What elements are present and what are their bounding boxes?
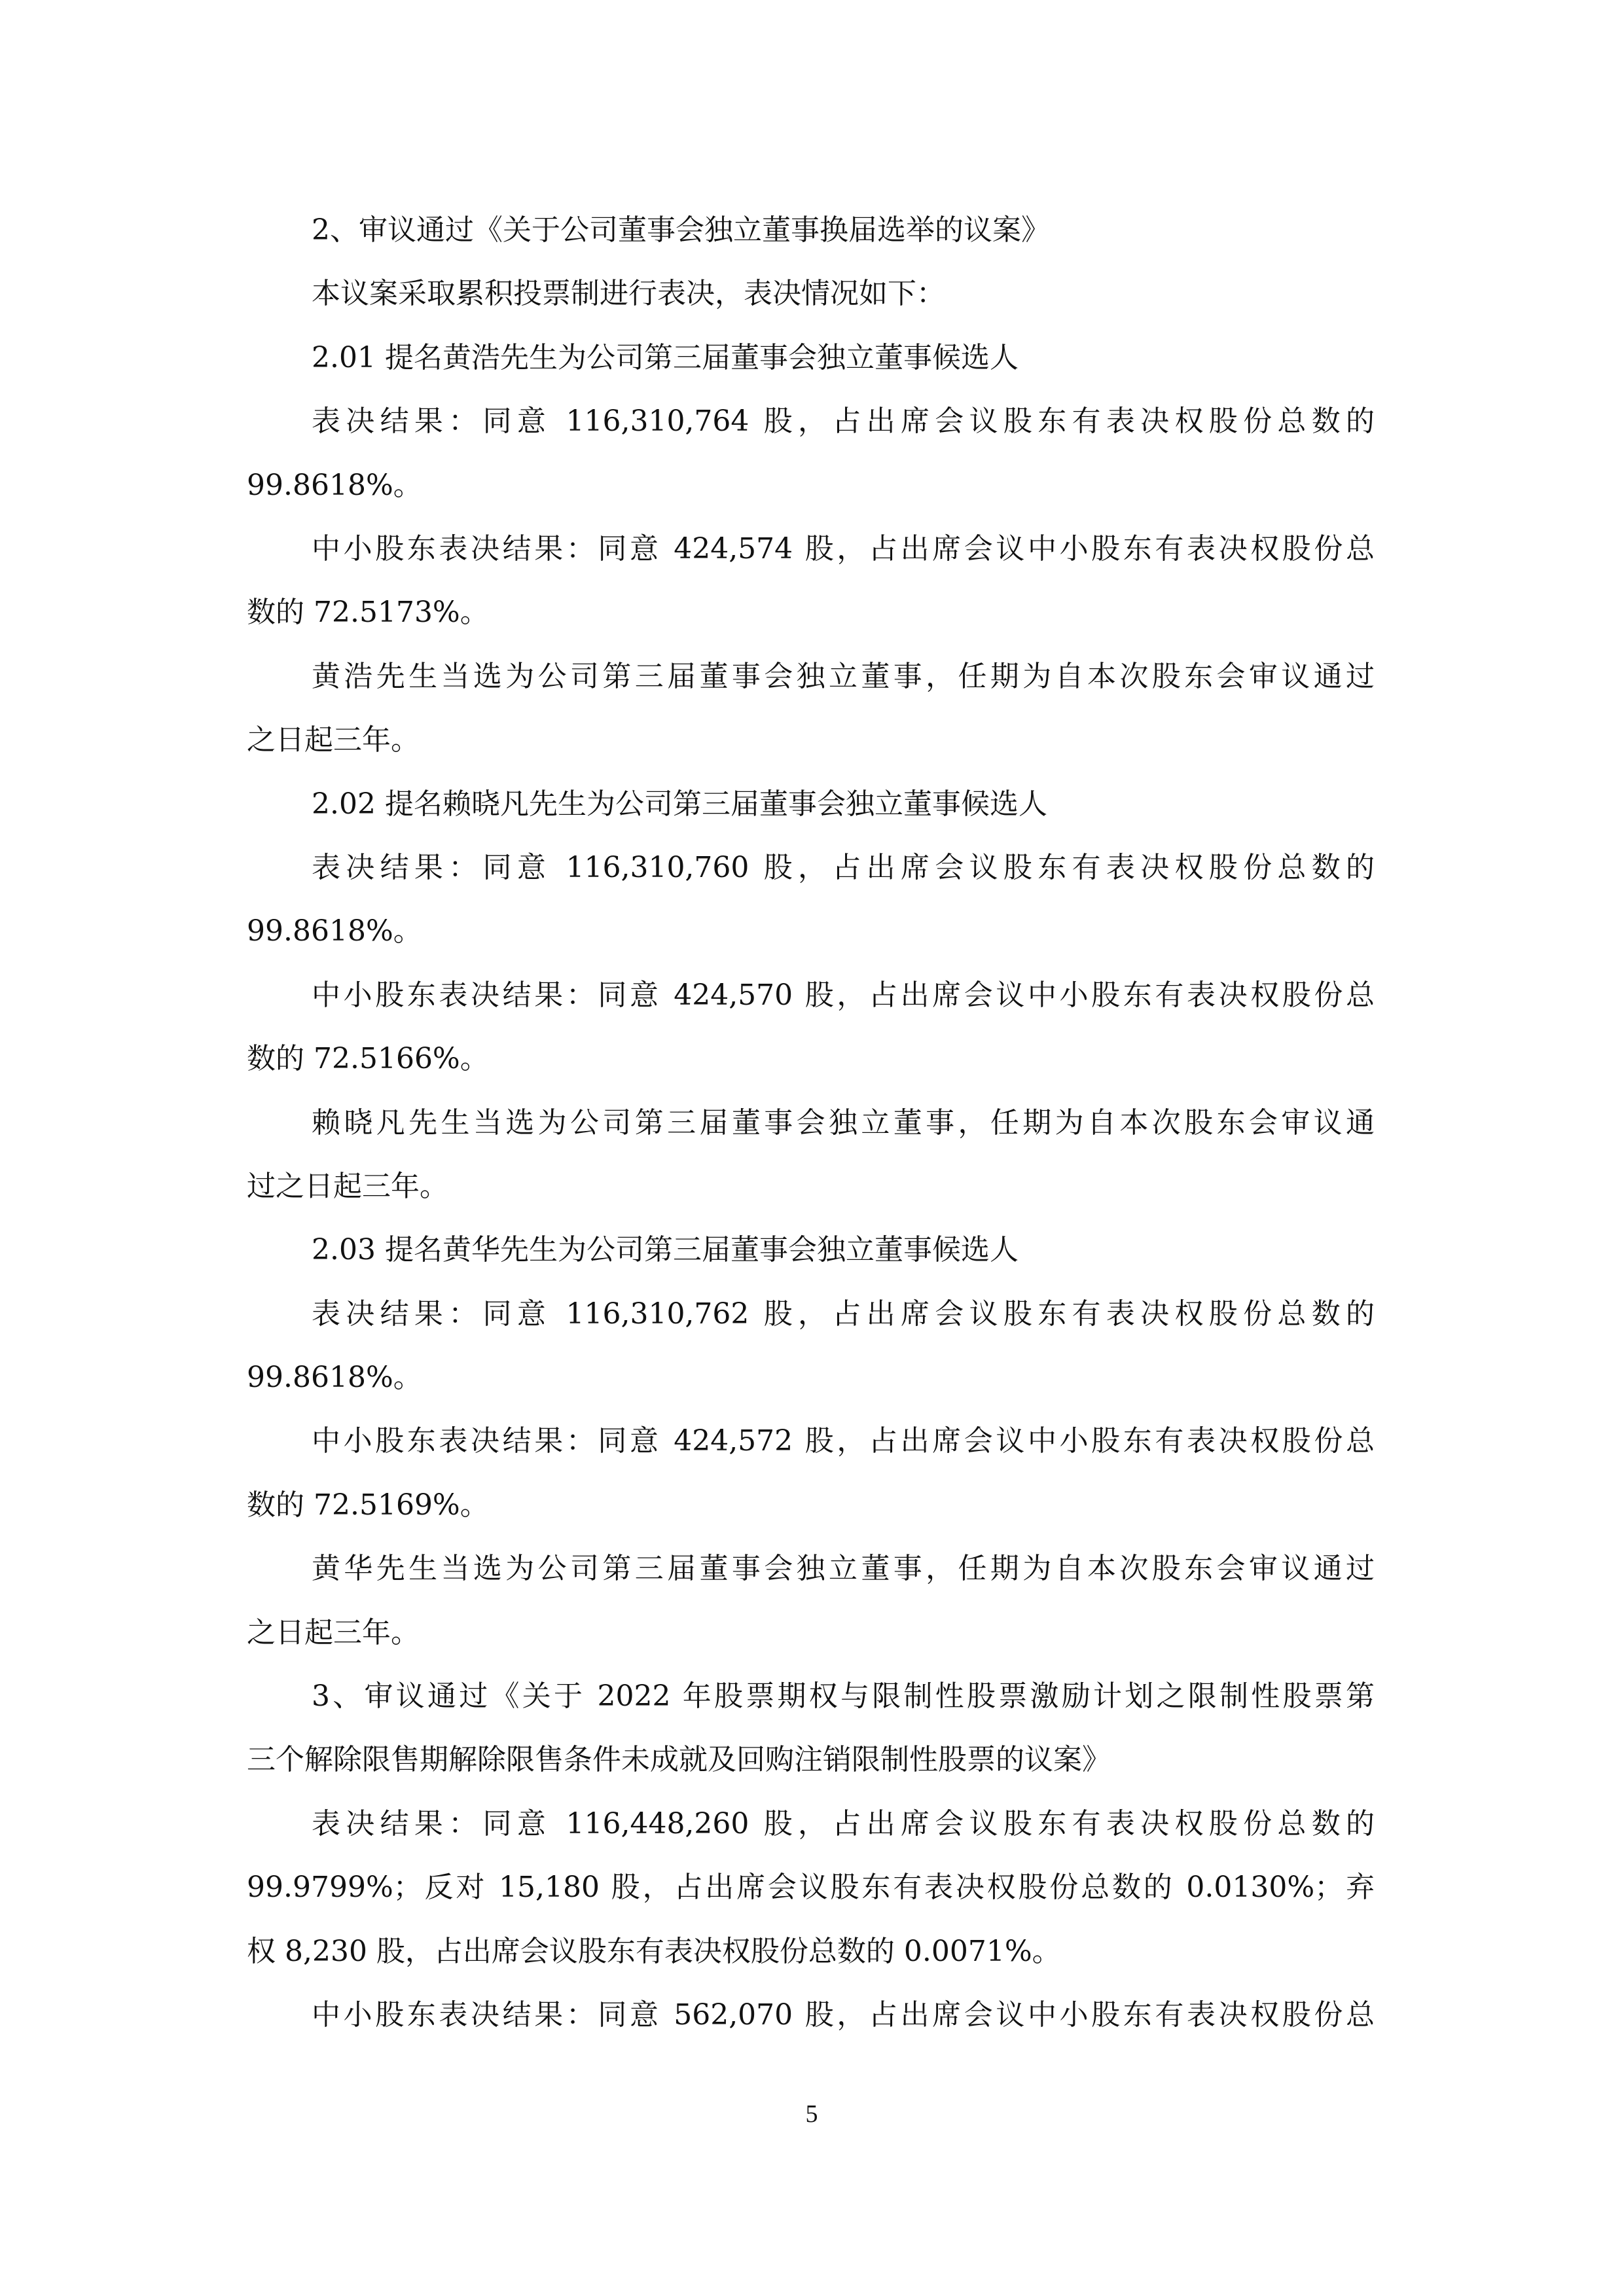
resolution-3-heading: 3、审议通过《关于 2022 年股票期权与限制性股票激励计划之限制性股票第 [312,1679,1375,1713]
minority-result-2-02: 中小股东表决结果：同意 424,570 股，占出席会议中小股东有表决权股份总 [312,978,1375,1012]
elected-2-02: 赖晓凡先生当选为公司第三届董事会独立董事，任期为自本次股东会审议通 [312,1106,1375,1139]
minority-result-3: 中小股东表决结果：同意 562,070 股，占出席会议中小股东有表决权股份总 [312,1998,1375,2032]
vote-result-2-01: 表决结果：同意 116,310,764 股，占出席会议股东有表决权股份总数的 [312,404,1375,438]
elected-2-01: 黄浩先生当选为公司第三届董事会独立董事，任期为自本次股东会审议通过 [312,660,1375,693]
vote-result-2-02: 表决结果：同意 116,310,760 股，占出席会议股东有表决权股份总数的 [312,851,1375,884]
voting-method-text: 本议案采取累积投票制进行表决，表决情况如下： [312,277,945,310]
minority-result-2-02-cont: 数的 72.5166%。 [247,1042,489,1075]
elected-2-03-cont: 之日起三年。 [247,1616,420,1649]
candidate-2-01-heading: 2.01 提名黄浩先生为公司第三届董事会独立董事候选人 [312,341,1019,374]
vote-result-3-abstain: 权 8,230 股，占出席会议股东有表决权股份总数的 0.0071%。 [247,1935,1061,1968]
vote-result-3: 表决结果：同意 116,448,260 股，占出席会议股东有表决权股份总数的 [312,1807,1375,1840]
candidate-2-03-heading: 2.03 提名黄华先生为公司第三届董事会独立董事候选人 [312,1233,1019,1266]
minority-result-2-03: 中小股东表决结果：同意 424,572 股，占出席会议中小股东有表决权股份总 [312,1424,1375,1458]
minority-result-2-03-cont: 数的 72.5169%。 [247,1488,489,1522]
resolution-3-heading-cont: 三个解除限售期解除限售条件未成就及回购注销限制性股票的议案》 [247,1743,1111,1776]
elected-2-03: 黄华先生当选为公司第三届董事会独立董事，任期为自本次股东会审议通过 [312,1552,1375,1585]
elected-2-02-cont: 过之日起三年。 [247,1170,448,1203]
vote-result-2-02-cont: 99.8618%。 [247,914,422,948]
minority-result-2-01-cont: 数的 72.5173%。 [247,596,489,629]
resolution-2-heading: 2、审议通过《关于公司董事会独立董事换届选举的议案》 [312,213,1050,247]
vote-result-2-01-cont: 99.8618%。 [247,469,422,502]
vote-result-2-03-cont: 99.8618%。 [247,1361,422,1394]
elected-2-01-cont: 之日起三年。 [247,723,420,757]
vote-result-3-cont: 99.9799%；反对 15,180 股，占出席会议股东有表决权股份总数的 0.0130%；弃 [247,1871,1375,1904]
vote-result-2-03: 表决结果：同意 116,310,762 股，占出席会议股东有表决权股份总数的 [312,1297,1375,1331]
page-number: 5 [805,2100,818,2128]
minority-result-2-01: 中小股东表决结果：同意 424,574 股，占出席会议中小股东有表决权股份总 [312,532,1375,565]
candidate-2-02-heading: 2.02 提名赖晓凡先生为公司第三届董事会独立董事候选人 [312,787,1047,821]
